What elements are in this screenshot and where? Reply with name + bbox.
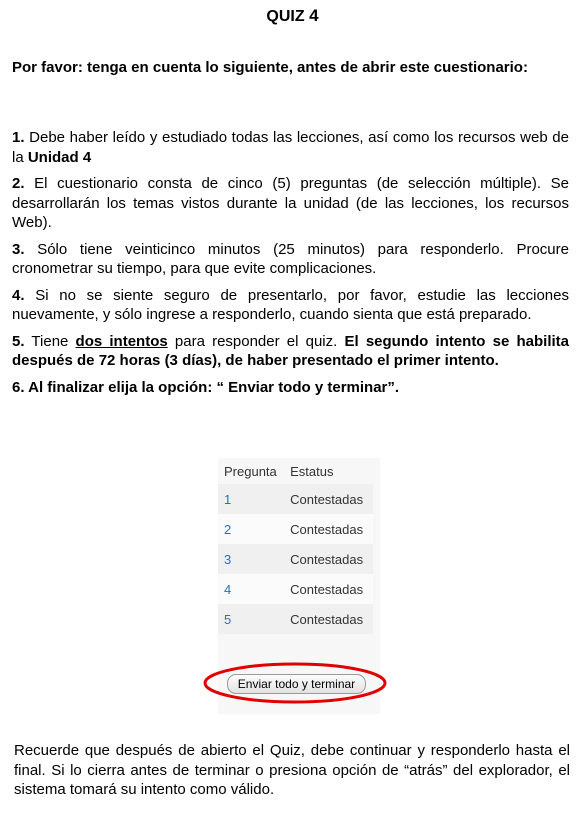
item-number: 1. <box>12 129 25 146</box>
table-row <box>218 484 373 514</box>
instruction-item-5 <box>12 332 569 371</box>
table-row <box>218 514 373 544</box>
item-underlined-text: dos intentos <box>75 332 168 350</box>
item-bold-text: Unidad 4 <box>27 148 92 166</box>
instruction-item-6 <box>12 378 569 398</box>
instruction-item-4 <box>12 286 569 325</box>
item-text: Sólo tiene veinticinco minutos (25 minutos) para responderlo. Procure cronometrar su tiempo, para que evite complicaciones. <box>12 240 569 277</box>
status-cell: Contestadas <box>284 514 373 544</box>
page-title <box>0 6 585 26</box>
question-link[interactable]: 3 <box>218 544 284 574</box>
table-row <box>218 574 373 604</box>
table-row <box>218 604 373 634</box>
status-cell: Contestadas <box>284 544 373 574</box>
table-header-row <box>218 458 373 484</box>
submit-all-and-finish-button[interactable]: Enviar todo y terminar <box>227 674 366 694</box>
item-number: 2. <box>12 175 25 192</box>
instruction-item-2 <box>12 174 569 233</box>
item-number: 4. <box>12 286 25 304</box>
red-highlight-ellipse <box>203 662 387 704</box>
item-text: Debe haber leído y estudiado todas las lecciones, así como los recursos web de la <box>12 129 569 166</box>
item-text: Tiene <box>24 332 76 350</box>
item-text: El cuestionario consta de cinco (5) preguntas (de selección múltiple). Se desarrollarán los temas vistos durante la unidad (de las lecciones, los recursos Web). <box>12 175 569 231</box>
question-link[interactable]: 5 <box>218 604 284 634</box>
instruction-item-1 <box>12 128 569 167</box>
status-cell: Contestadas <box>284 484 373 514</box>
item-text: Si no se siente seguro de presentarlo, por favor, estudie las lecciones nuevamente, y sólo ingrese a responderlo, cuando sienta que está preparado. <box>12 286 569 323</box>
title-text: QUIZ <box>266 8 310 25</box>
question-link[interactable]: 2 <box>218 514 284 544</box>
status-cell: Contestadas <box>284 574 373 604</box>
quiz-status-table <box>218 458 373 634</box>
item-bold-text: El segundo intento se habilita después de 72 horas (3 días), de haber presentado el primer intento. <box>12 332 569 369</box>
item-number: 5. <box>12 332 25 350</box>
footer-reminder: Recuerde que después de abierto el Quiz, debe continuar y responderlo hasta el final. Si lo cierra antes de terminar o presiona opción de “atrás” del explorador, el sistema tomará su intento como válido. <box>14 742 570 798</box>
status-cell: Contestadas <box>284 604 373 634</box>
question-link[interactable]: 4 <box>218 574 284 604</box>
item-number: 3. <box>12 240 25 258</box>
instruction-item-3 <box>12 240 569 279</box>
intro-notice: Por favor: tenga en cuenta lo siguiente, antes de abrir este cuestionario: <box>12 59 528 76</box>
item-text-continued: para responder el quiz. <box>167 332 345 350</box>
item-bold-text: Al finalizar elija la opción: “ Enviar todo y terminar”. <box>24 378 400 396</box>
column-header-estatus: Estatus <box>290 463 334 479</box>
title-number: 4 <box>309 6 319 25</box>
instructions-list <box>12 128 569 404</box>
item-number: 6. <box>12 378 25 396</box>
column-header-pregunta: Pregunta <box>224 463 277 479</box>
table-row <box>218 544 373 574</box>
question-link[interactable]: 1 <box>218 484 284 514</box>
